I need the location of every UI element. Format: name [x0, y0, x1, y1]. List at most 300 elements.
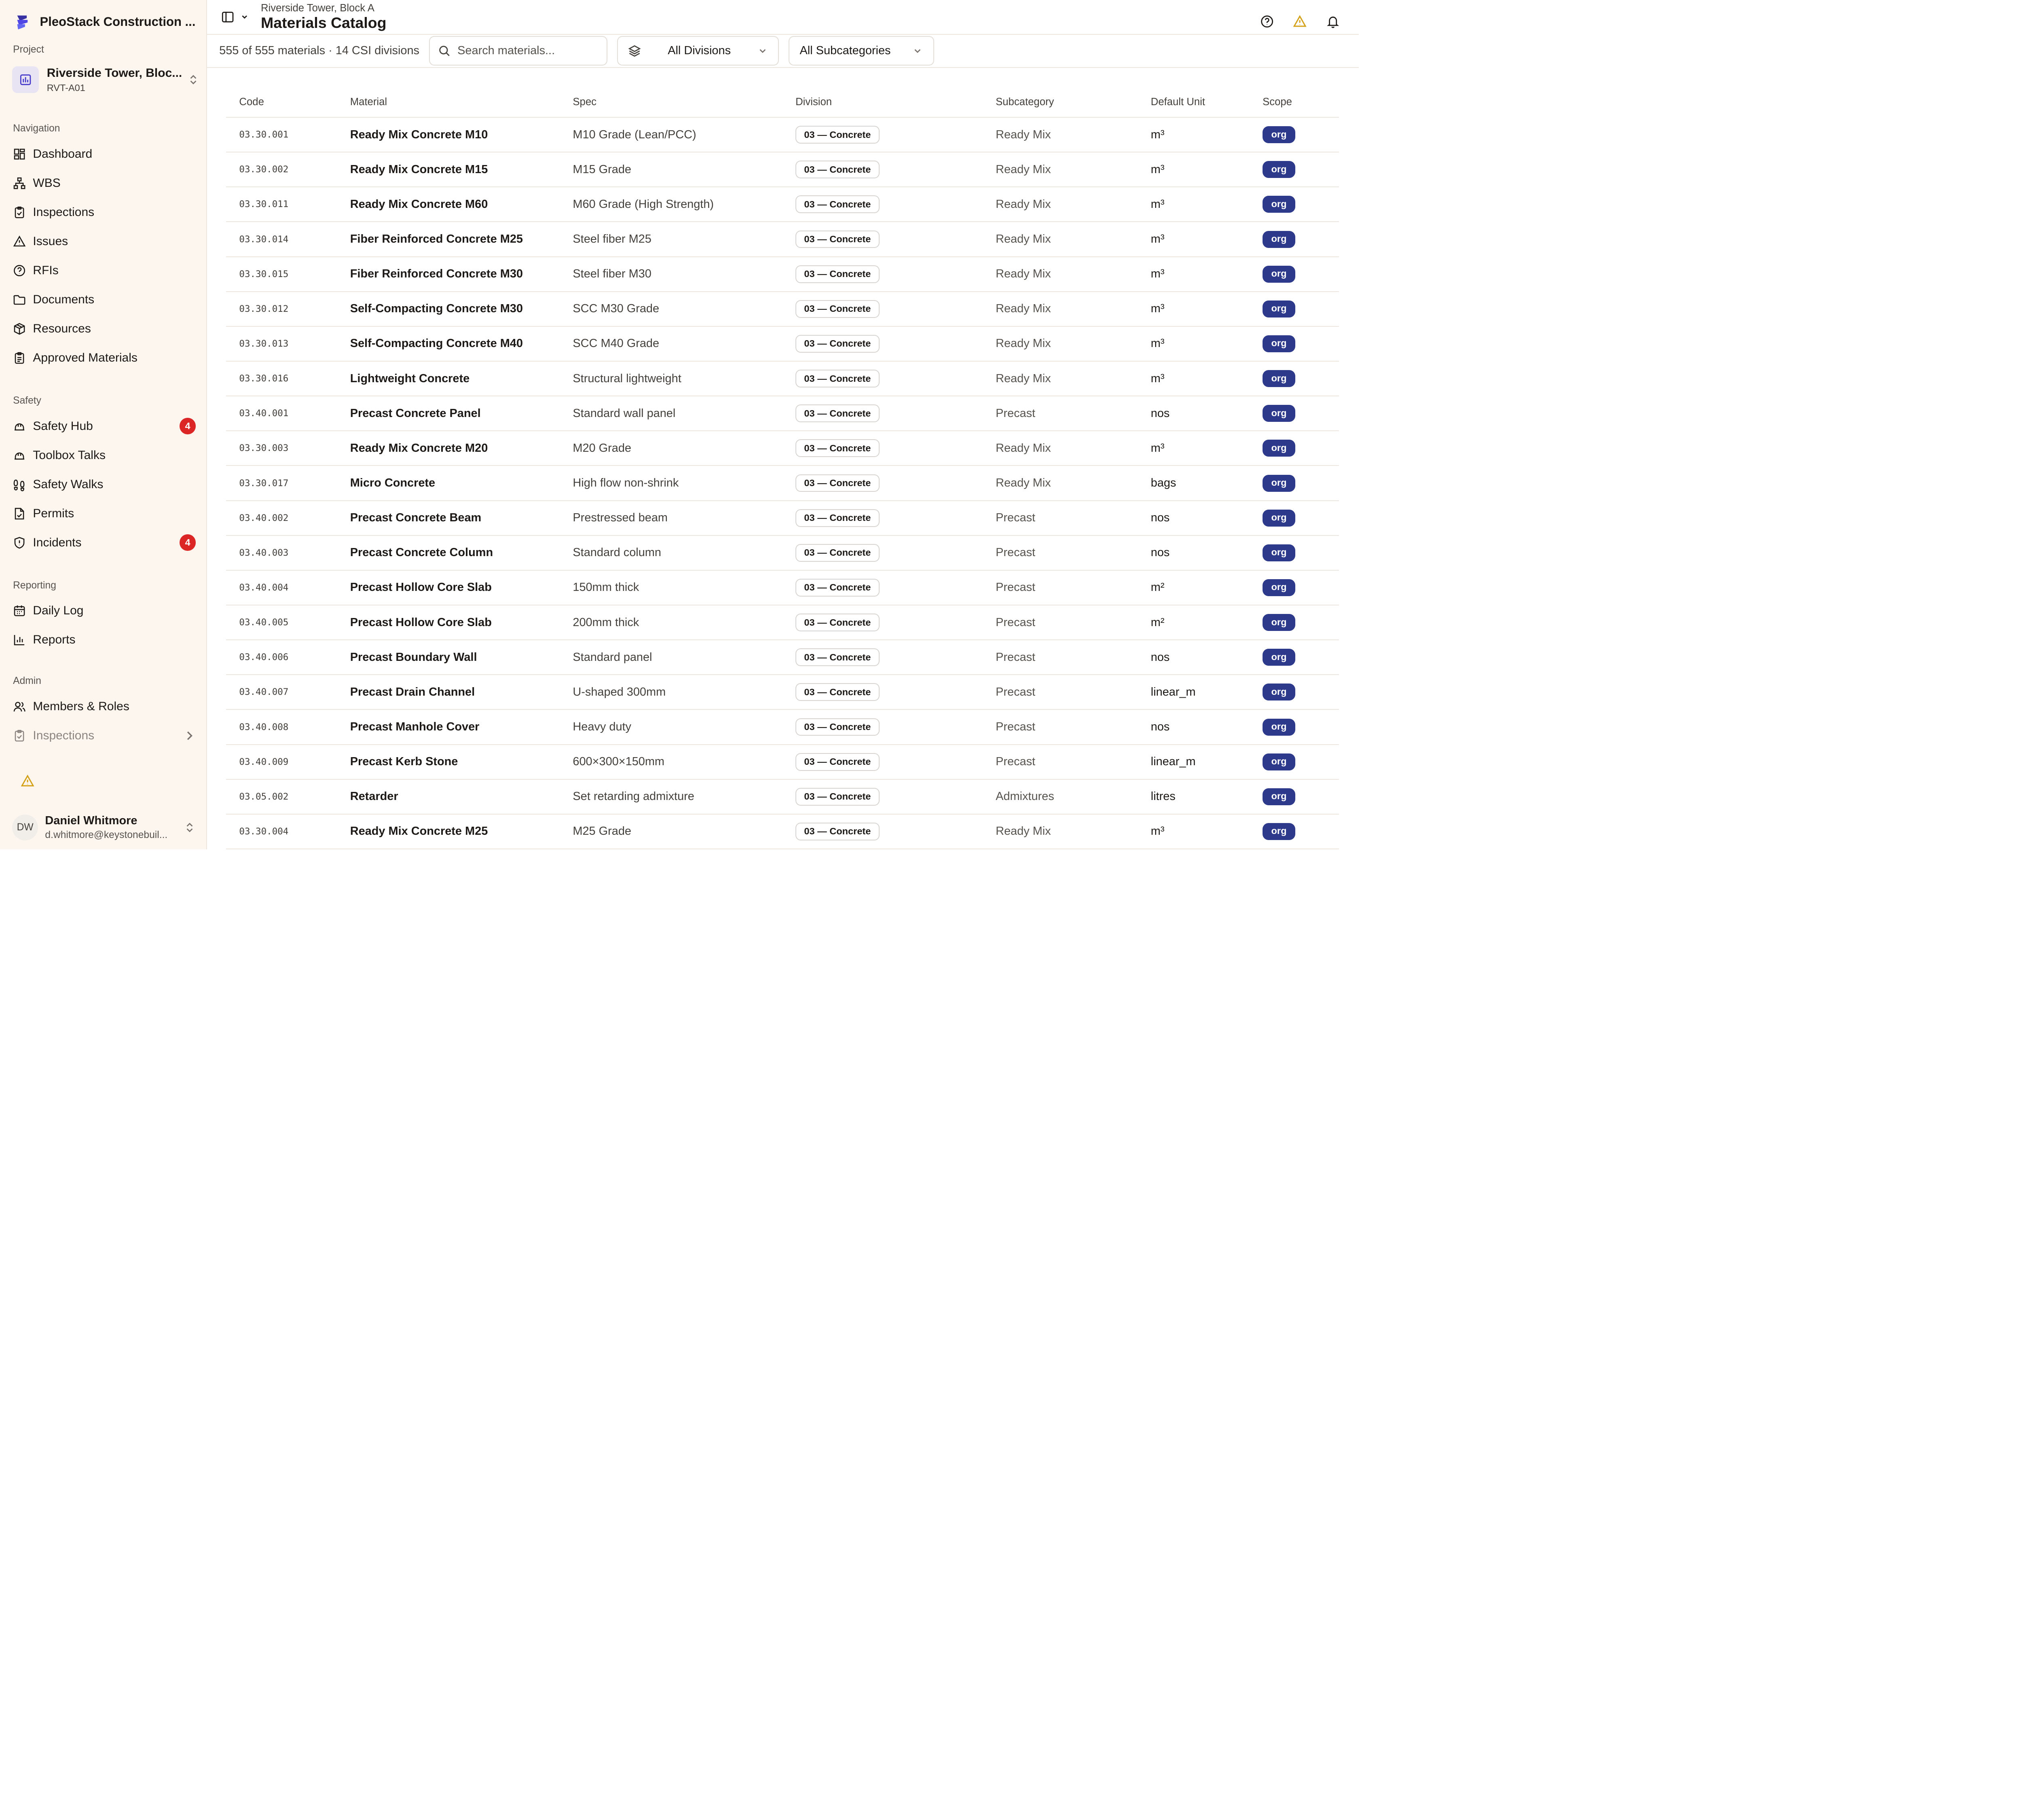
table-row[interactable]	[226, 326, 1339, 361]
cell-unit: m³	[1138, 257, 1250, 292]
cell-division	[783, 814, 983, 849]
cell-spec: M15 Grade	[560, 152, 783, 187]
scope-badge: org	[1263, 161, 1295, 178]
filter-toolbar	[207, 35, 1359, 68]
cell-spec: M20 Grade	[560, 431, 783, 466]
dashboard-icon	[13, 148, 26, 161]
division-badge: 03 — Concrete	[795, 683, 880, 701]
project-code: RVT-A01	[47, 82, 85, 93]
cell-scope	[1250, 396, 1339, 431]
cell-division	[783, 605, 983, 640]
table-row[interactable]	[226, 117, 1339, 152]
cell-unit: m³	[1138, 292, 1250, 326]
help-circle-icon[interactable]	[1260, 15, 1274, 28]
app-logo-icon	[14, 13, 31, 30]
cell-code: 03.40.007	[226, 675, 337, 709]
cell-scope	[1250, 292, 1339, 326]
cell-division	[783, 779, 983, 814]
cell-scope	[1250, 640, 1339, 675]
safety-hub-count-badge: 4	[180, 418, 196, 434]
scope-badge: org	[1263, 475, 1295, 492]
cell-division	[783, 431, 983, 466]
materials-table-container	[207, 68, 1359, 849]
nav-label: Safety Walks	[33, 477, 104, 491]
cell-material: Self-Compacting Concrete M40	[337, 326, 560, 361]
scope-badge: org	[1263, 335, 1295, 352]
breadcrumb[interactable]: Riverside Tower, Block A	[260, 2, 374, 14]
nav-label: Inspections	[33, 728, 95, 742]
safety-section-label: Safety	[13, 395, 41, 406]
cell-unit: m²	[1138, 605, 1250, 640]
cell-subcategory: Ready Mix	[983, 187, 1138, 222]
scope-badge: org	[1263, 196, 1295, 213]
cell-division	[783, 675, 983, 709]
table-row[interactable]	[226, 431, 1339, 466]
cell-unit: m³	[1138, 326, 1250, 361]
cell-scope	[1250, 779, 1339, 814]
cell-subcategory: Ready Mix	[983, 466, 1138, 500]
cell-division	[783, 570, 983, 605]
nav-item-admin-inspections[interactable]	[0, 721, 206, 750]
division-badge: 03 — Concrete	[795, 788, 880, 806]
cell-spec: Standard column	[560, 535, 783, 570]
cell-unit: m³	[1138, 117, 1250, 152]
navigation-section-label: Navigation	[13, 123, 60, 134]
cell-scope	[1250, 535, 1339, 570]
cell-scope	[1250, 570, 1339, 605]
user-menu[interactable]	[12, 814, 196, 840]
cell-subcategory: Ready Mix	[983, 431, 1138, 466]
table-row[interactable]	[226, 605, 1339, 640]
division-badge: 03 — Concrete	[795, 544, 880, 562]
nav-item-safety-hub[interactable]	[0, 412, 206, 441]
cell-spec: 150mm thick	[560, 570, 783, 605]
column-header-code[interactable]: Code	[226, 87, 337, 117]
cell-code: 03.30.003	[226, 431, 337, 466]
division-badge: 03 — Concrete	[795, 195, 880, 213]
cell-unit: nos	[1138, 535, 1250, 570]
cell-code: 03.40.002	[226, 501, 337, 535]
search-icon	[438, 45, 451, 57]
bell-icon[interactable]	[1326, 15, 1340, 28]
division-badge: 03 — Concrete	[795, 474, 880, 492]
table-row[interactable]	[226, 187, 1339, 222]
nav-item-incidents[interactable]	[0, 528, 206, 557]
cell-material: Precast Kerb Stone	[337, 745, 560, 779]
cell-division	[783, 326, 983, 361]
clipboard-check-icon	[13, 729, 26, 742]
scope-badge: org	[1263, 544, 1295, 561]
cell-subcategory: Ready Mix	[983, 257, 1138, 292]
cell-code: 03.05.002	[226, 779, 337, 814]
project-name: Riverside Tower, Bloc...	[47, 66, 182, 80]
cell-material: Ready Mix Concrete M25	[337, 814, 560, 849]
table-row[interactable]	[226, 292, 1339, 326]
cell-material: Ready Mix Concrete M60	[337, 187, 560, 222]
materials-table	[226, 87, 1339, 849]
cell-unit: m³	[1138, 361, 1250, 396]
cell-code: 03.40.006	[226, 640, 337, 675]
cell-subcategory: Precast	[983, 570, 1138, 605]
nav-label: Incidents	[33, 535, 82, 549]
building-icon	[12, 66, 39, 93]
cell-division	[783, 117, 983, 152]
brand[interactable]	[0, 0, 206, 43]
nav-label: Inspections	[33, 205, 95, 219]
nav-item-wbs[interactable]	[0, 169, 206, 198]
cell-material: Self-Compacting Concrete M30	[337, 292, 560, 326]
cell-spec: M25 Grade	[560, 814, 783, 849]
cell-unit: nos	[1138, 709, 1250, 744]
main-content	[207, 0, 1359, 849]
cell-unit: m³	[1138, 814, 1250, 849]
cell-scope	[1250, 326, 1339, 361]
clipboard-list-icon	[13, 351, 26, 364]
nav-item-resources[interactable]	[0, 314, 206, 343]
cell-scope	[1250, 152, 1339, 187]
sidebar-toggle-icon	[221, 10, 235, 24]
cell-unit: litres	[1138, 779, 1250, 814]
cell-division	[783, 152, 983, 187]
column-header-division[interactable]: Division	[783, 87, 983, 117]
table-row[interactable]	[226, 152, 1339, 187]
user-email: d.whitmore@keystonebuil...	[45, 829, 168, 840]
scope-badge: org	[1263, 614, 1295, 631]
division-badge: 03 — Concrete	[795, 509, 880, 527]
cell-scope	[1250, 605, 1339, 640]
cell-division	[783, 361, 983, 396]
table-row[interactable]	[226, 396, 1339, 431]
sidebar	[0, 0, 207, 849]
cell-spec: Heavy duty	[560, 709, 783, 744]
cell-scope	[1250, 501, 1339, 535]
column-header-default-unit[interactable]: Default Unit	[1138, 87, 1250, 117]
nav-item-toolbox-talks[interactable]	[0, 441, 206, 470]
folder-icon	[13, 293, 26, 306]
division-badge: 03 — Concrete	[795, 404, 880, 422]
table-row[interactable]	[226, 466, 1339, 500]
cell-material: Fiber Reinforced Concrete M25	[337, 222, 560, 256]
hard-hat-icon	[13, 449, 26, 462]
cell-code: 03.30.016	[226, 361, 337, 396]
scope-badge: org	[1263, 788, 1295, 805]
cell-spec: Steel fiber M25	[560, 222, 783, 256]
warning-triangle-icon	[13, 235, 26, 248]
cell-scope	[1250, 675, 1339, 709]
column-header-spec[interactable]: Spec	[560, 87, 783, 117]
division-badge: 03 — Concrete	[795, 231, 880, 248]
cell-subcategory: Ready Mix	[983, 292, 1138, 326]
cell-division	[783, 535, 983, 570]
cell-scope	[1250, 117, 1339, 152]
cell-code: 03.30.017	[226, 466, 337, 500]
nav-item-members-roles[interactable]	[0, 692, 206, 721]
cell-subcategory: Precast	[983, 501, 1138, 535]
chevron-down-icon	[757, 46, 768, 56]
users-icon	[13, 700, 26, 713]
cell-subcategory: Precast	[983, 675, 1138, 709]
scope-badge: org	[1263, 301, 1295, 317]
cell-spec: 600×300×150mm	[560, 745, 783, 779]
file-check-icon	[13, 507, 26, 520]
nav-label: Resources	[33, 322, 91, 336]
division-badge: 03 — Concrete	[795, 753, 880, 771]
chevron-down-icon	[240, 13, 249, 21]
scope-badge: org	[1263, 579, 1295, 596]
subcategory-select-value: All Subcategories	[799, 44, 891, 57]
cell-spec: SCC M30 Grade	[560, 292, 783, 326]
cell-division	[783, 222, 983, 256]
cell-code: 03.30.014	[226, 222, 337, 256]
cell-division	[783, 640, 983, 675]
cell-material: Precast Hollow Core Slab	[337, 570, 560, 605]
search-box[interactable]	[429, 36, 607, 66]
division-select[interactable]	[617, 36, 779, 66]
cell-code: 03.30.002	[226, 152, 337, 187]
cell-material: Precast Boundary Wall	[337, 640, 560, 675]
column-header-scope[interactable]: Scope	[1250, 87, 1339, 117]
division-badge: 03 — Concrete	[795, 579, 880, 597]
chevrons-up-down-icon	[184, 821, 196, 834]
division-badge: 03 — Concrete	[795, 161, 880, 178]
cell-material: Ready Mix Concrete M20	[337, 431, 560, 466]
table-row[interactable]	[226, 640, 1339, 675]
nav-label: Documents	[33, 293, 95, 307]
clipboard-check-icon	[13, 206, 26, 219]
nav-item-documents[interactable]	[0, 285, 206, 314]
cell-scope	[1250, 361, 1339, 396]
table-row[interactable]	[226, 814, 1339, 849]
bar-chart-icon	[13, 633, 26, 646]
cell-material: Ready Mix Concrete M10	[337, 117, 560, 152]
table-row[interactable]	[226, 257, 1339, 292]
nav-label: Daily Log	[33, 604, 84, 618]
nav-item-safety-walks[interactable]	[0, 470, 206, 499]
cell-unit: linear_m	[1138, 675, 1250, 709]
cell-unit: bags	[1138, 466, 1250, 500]
cell-scope	[1250, 257, 1339, 292]
cell-spec: Standard panel	[560, 640, 783, 675]
division-badge: 03 — Concrete	[795, 718, 880, 736]
cell-division	[783, 466, 983, 500]
cell-subcategory: Precast	[983, 535, 1138, 570]
hard-hat-icon	[13, 420, 26, 433]
table-row[interactable]	[226, 501, 1339, 535]
division-badge: 03 — Concrete	[795, 439, 880, 457]
cell-subcategory: Ready Mix	[983, 222, 1138, 256]
scope-badge: org	[1263, 753, 1295, 770]
scope-badge: org	[1263, 231, 1295, 248]
avatar: DW	[12, 815, 38, 840]
scope-badge: org	[1263, 126, 1295, 143]
cell-material: Lightweight Concrete	[337, 361, 560, 396]
warning-icon[interactable]	[1293, 15, 1307, 28]
nav-item-reports[interactable]	[0, 625, 206, 654]
nav-label: Members & Roles	[33, 699, 129, 713]
scope-badge: org	[1263, 266, 1295, 283]
table-row[interactable]	[226, 222, 1339, 256]
cell-scope	[1250, 709, 1339, 744]
table-header-row	[226, 87, 1339, 117]
table-row[interactable]	[226, 535, 1339, 570]
cell-spec: 200mm thick	[560, 605, 783, 640]
cell-subcategory: Precast	[983, 745, 1138, 779]
package-icon	[13, 322, 26, 335]
cell-code: 03.40.008	[226, 709, 337, 744]
division-badge: 03 — Concrete	[795, 370, 880, 387]
cell-division	[783, 292, 983, 326]
cell-subcategory: Ready Mix	[983, 361, 1138, 396]
page-title: Materials Catalog	[260, 14, 387, 31]
table-row[interactable]	[226, 361, 1339, 396]
table-row[interactable]	[226, 570, 1339, 605]
cell-unit: nos	[1138, 396, 1250, 431]
cell-unit: m²	[1138, 570, 1250, 605]
cell-spec: Set retarding admixture	[560, 779, 783, 814]
scope-badge: org	[1263, 440, 1295, 457]
table-row[interactable]	[226, 675, 1339, 709]
cell-subcategory: Ready Mix	[983, 152, 1138, 187]
cell-division	[783, 709, 983, 744]
nav-label: WBS	[33, 176, 61, 190]
cell-unit: m³	[1138, 152, 1250, 187]
nav-item-issues[interactable]	[0, 227, 206, 256]
cell-spec: M10 Grade (Lean/PCC)	[560, 117, 783, 152]
cell-scope	[1250, 431, 1339, 466]
cell-unit: linear_m	[1138, 745, 1250, 779]
cell-division	[783, 187, 983, 222]
scope-badge: org	[1263, 405, 1295, 422]
cell-material: Precast Concrete Beam	[337, 501, 560, 535]
cell-code: 03.40.003	[226, 535, 337, 570]
admin-section-label: Admin	[13, 675, 41, 686]
table-row[interactable]	[226, 745, 1339, 779]
nav-label: Safety Hub	[33, 419, 93, 433]
division-badge: 03 — Concrete	[795, 300, 880, 318]
subcategory-select[interactable]	[789, 36, 934, 66]
division-badge: 03 — Concrete	[795, 126, 880, 144]
division-badge: 03 — Concrete	[795, 823, 880, 840]
cell-material: Retarder	[337, 779, 560, 814]
nav-item-daily-log[interactable]	[0, 596, 206, 625]
nav-label: RFIs	[33, 264, 59, 277]
cell-code: 03.40.005	[226, 605, 337, 640]
chevron-right-icon	[183, 729, 196, 742]
shield-alert-icon	[13, 536, 26, 549]
cell-subcategory: Admixtures	[983, 779, 1138, 814]
division-badge: 03 — Concrete	[795, 335, 880, 353]
table-row[interactable]	[226, 709, 1339, 744]
cell-division	[783, 396, 983, 431]
cell-unit: nos	[1138, 640, 1250, 675]
cell-unit: m³	[1138, 431, 1250, 466]
scope-badge: org	[1263, 370, 1295, 387]
nav-label: Reports	[33, 633, 76, 647]
cell-unit: m³	[1138, 222, 1250, 256]
cell-code: 03.40.001	[226, 396, 337, 431]
nav-label: Permits	[33, 506, 74, 520]
cell-division	[783, 501, 983, 535]
help-circle-icon	[13, 264, 26, 277]
scope-badge: org	[1263, 823, 1295, 840]
cell-code: 03.40.004	[226, 570, 337, 605]
page-header	[207, 0, 1359, 35]
cell-spec: High flow non-shrink	[560, 466, 783, 500]
cell-spec: Standard wall panel	[560, 396, 783, 431]
cell-material: Precast Concrete Column	[337, 535, 560, 570]
nav-label: Toolbox Talks	[33, 448, 106, 462]
cell-scope	[1250, 814, 1339, 849]
cell-subcategory: Ready Mix	[983, 326, 1138, 361]
scope-badge: org	[1263, 649, 1295, 666]
cell-scope	[1250, 745, 1339, 779]
cell-spec: Steel fiber M30	[560, 257, 783, 292]
cell-subcategory: Precast	[983, 709, 1138, 744]
table-row[interactable]	[226, 779, 1339, 814]
nav-item-rfis[interactable]	[0, 256, 206, 285]
incidents-count-badge: 4	[180, 534, 196, 551]
division-badge: 03 — Concrete	[795, 648, 880, 666]
nav-item-approved-materials[interactable]	[0, 343, 206, 372]
footprints-icon	[13, 478, 26, 491]
app-name: PleoStack Construction ...	[40, 14, 196, 29]
cell-code: 03.30.011	[226, 187, 337, 222]
results-count: 555 of 555 materials · 14 CSI divisions	[219, 44, 420, 57]
cell-subcategory: Precast	[983, 605, 1138, 640]
cell-unit: nos	[1138, 501, 1250, 535]
cell-subcategory: Precast	[983, 396, 1138, 431]
nav-item-dashboard[interactable]	[0, 140, 206, 169]
cell-material: Ready Mix Concrete M15	[337, 152, 560, 187]
cell-spec: Structural lightweight	[560, 361, 783, 396]
cell-spec: U-shaped 300mm	[560, 675, 783, 709]
search-input[interactable]	[457, 44, 596, 57]
cell-material: Precast Concrete Panel	[337, 396, 560, 431]
scope-badge: org	[1263, 719, 1295, 736]
cell-code: 03.30.001	[226, 117, 337, 152]
nav-label: Issues	[33, 235, 68, 248]
cell-material: Precast Manhole Cover	[337, 709, 560, 744]
reporting-section-label: Reporting	[13, 580, 56, 591]
nav-label: Approved Materials	[33, 351, 137, 365]
warning-icon[interactable]	[21, 774, 34, 788]
column-header-material[interactable]: Material	[337, 87, 560, 117]
sidebar-toggle-button[interactable]	[221, 10, 249, 24]
cell-code: 03.30.013	[226, 326, 337, 361]
nav-item-permits[interactable]	[0, 499, 206, 528]
division-badge: 03 — Concrete	[795, 614, 880, 631]
cell-subcategory: Ready Mix	[983, 117, 1138, 152]
division-select-value: All Divisions	[668, 44, 731, 57]
project-switcher[interactable]	[12, 61, 199, 99]
nav-item-inspections[interactable]	[0, 198, 206, 227]
cell-material: Precast Hollow Core Slab	[337, 605, 560, 640]
column-header-subcategory[interactable]: Subcategory	[983, 87, 1138, 117]
chevron-down-icon	[912, 46, 923, 56]
cell-spec: Prestressed beam	[560, 501, 783, 535]
scope-badge: org	[1263, 510, 1295, 527]
cell-unit: m³	[1138, 187, 1250, 222]
chevrons-up-down-icon	[187, 74, 199, 86]
division-badge: 03 — Concrete	[795, 265, 880, 283]
cell-spec: M60 Grade (High Strength)	[560, 187, 783, 222]
cell-code: 03.30.015	[226, 257, 337, 292]
calendar-icon	[13, 604, 26, 617]
cell-subcategory: Precast	[983, 640, 1138, 675]
layers-icon	[628, 44, 641, 57]
cell-spec: SCC M40 Grade	[560, 326, 783, 361]
cell-material: Micro Concrete	[337, 466, 560, 500]
